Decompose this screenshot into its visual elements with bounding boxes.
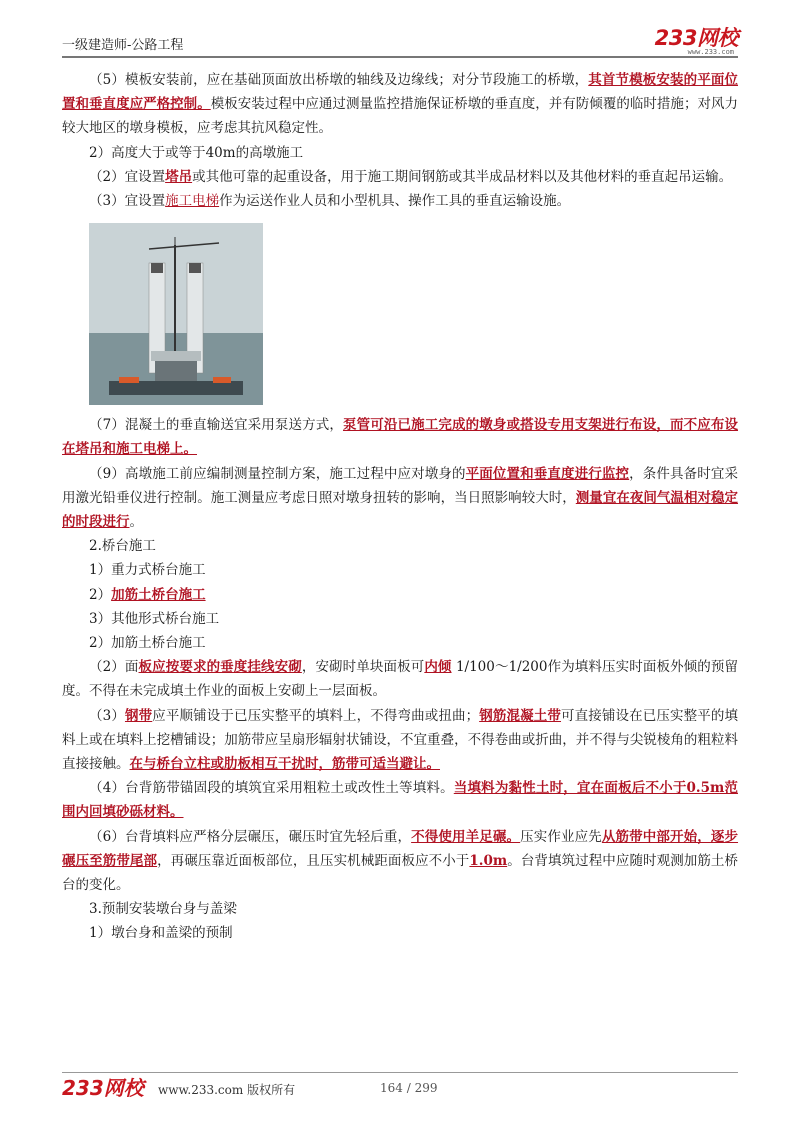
brand-logo[interactable]: 233网校 bbox=[654, 26, 738, 50]
text-run: 可直接铺设在已压实整平的填料上或在填料上挖槽铺设；加筋带应呈扇形辐射状铺设，不宜重叠，不得卷曲或折曲，并不得与尖锐棱角的粗粒料直接接触。 bbox=[62, 707, 739, 773]
text-run: 3.预制安装墩台身与盖梁 bbox=[89, 901, 237, 918]
text-run: 或其他可靠的起重设备，用于施工期间钢筋或其半成品材料以及其他材料的垂直起吊运输。 bbox=[192, 168, 733, 185]
highlighted-text: 不得使用羊足碾。 bbox=[411, 828, 521, 845]
paragraph bbox=[62, 704, 738, 777]
text-run: 2）高度大于或等于40m的高墩施工 bbox=[89, 144, 304, 161]
highlighted-text: 钢筋混凝土带 bbox=[479, 707, 562, 724]
text-run: 2）加筋土桥台施工 bbox=[89, 635, 206, 652]
paragraph bbox=[62, 413, 738, 461]
highlighted-text: 测量宜在夜间气温相对稳定的时段进行 bbox=[62, 489, 739, 531]
text-run: （5）模板安装前，应在基础顶面放出桥墩的轴线及边缘线；对分节段施工的桥墩， bbox=[89, 72, 589, 88]
text-run: 1）墩台身和盖梁的预制 bbox=[89, 925, 233, 942]
text-run: （2）宜设置 bbox=[89, 168, 166, 185]
highlighted-text: 泵管可沿已施工完成的墩身或搭设专用支架进行布设，而不应布设在塔吊和施工电梯上。 bbox=[62, 417, 739, 458]
footer-brand-logo[interactable]: 233网校 bbox=[62, 1076, 144, 1100]
text-run: ，安砌时单块面板可 bbox=[301, 659, 425, 676]
text-run: 作为运送作业人员和小型机具、操作工具的垂直运输设施。 bbox=[219, 193, 571, 210]
text-run: 模板安装过程中应通过测量监控措施保证桥墩的垂直度，并有防倾覆的临时措施；对风力较大地区的墩身模板，应考虑其抗风稳定性。 bbox=[62, 96, 739, 137]
text-run: 应平顺铺设于已压实整平的填料上，不得弯曲或扭曲； bbox=[152, 707, 480, 724]
document-body bbox=[62, 68, 738, 946]
paragraph bbox=[62, 921, 738, 945]
text-run: 2.桥台施工 bbox=[89, 538, 156, 555]
paragraph bbox=[62, 583, 738, 607]
footer-divider bbox=[62, 1072, 738, 1073]
text-run: ，再碾压靠近面板部位，且压实机械距面板应不小于 bbox=[157, 852, 470, 869]
paragraph bbox=[62, 558, 738, 582]
text-run: 1）重力式桥台施工 bbox=[89, 562, 206, 579]
paragraph bbox=[62, 897, 738, 921]
text-run: （2）面 bbox=[89, 659, 139, 676]
highlighted-text: 1.0m bbox=[469, 852, 508, 869]
text-run: ，条件具备时宜采用激光铅垂仪进行控制。施工测量应考虑日照对墩身扭转的影响，当日照影响较大时， bbox=[62, 465, 739, 506]
highlighted-text: 在与桥台立柱或肋板相互干扰时，筋带可适当避让。 bbox=[129, 756, 440, 773]
text-run: 压实作业应先 bbox=[520, 828, 602, 845]
highlighted-text: 塔吊 bbox=[165, 168, 193, 185]
paragraph bbox=[62, 68, 738, 141]
paragraph bbox=[62, 189, 738, 213]
highlighted-text: 施工电梯 bbox=[165, 193, 220, 210]
text-run: 3）其他形式桥台施工 bbox=[89, 610, 220, 627]
highlighted-text: 从筋带中部开始，逐步碾压至筋带尾部 bbox=[62, 828, 739, 869]
paragraph bbox=[62, 462, 738, 535]
text-run: （7）混凝土的垂直输送宜采用泵送方式， bbox=[89, 417, 343, 434]
paragraph bbox=[62, 141, 738, 165]
highlighted-text: 其首节模板安装的平面位置和垂直度应严格控制。 bbox=[62, 72, 739, 113]
footer-copyright: www.233.com 版权所有 bbox=[158, 1083, 296, 1097]
header-divider bbox=[62, 56, 738, 58]
highlighted-text: 内倾 bbox=[424, 659, 452, 676]
paragraph bbox=[62, 655, 738, 703]
paragraph bbox=[62, 607, 738, 631]
header-title: 一级建造师-公路工程 bbox=[62, 38, 184, 53]
text-run: （6）台背填料应严格分层碾压，碾压时宜先轻后重， bbox=[89, 828, 412, 845]
paragraph-group-top bbox=[62, 68, 738, 213]
brand-logo-url: www.233.com bbox=[687, 48, 734, 56]
paragraph bbox=[62, 534, 738, 558]
text-run: 2） bbox=[89, 586, 112, 603]
bridge-tower-construction-photo bbox=[89, 223, 263, 405]
text-run: （3） bbox=[89, 707, 125, 724]
paragraph bbox=[62, 165, 738, 189]
highlighted-text: 平面位置和垂直度进行监控 bbox=[465, 465, 630, 482]
paragraph-group-bottom bbox=[62, 413, 738, 945]
page-header bbox=[62, 28, 738, 56]
highlighted-text: 板应按要求的垂度挂线安砌 bbox=[138, 659, 302, 676]
text-run: 。台背填筑过程中应随时观测加筋土桥台的变化。 bbox=[62, 852, 739, 894]
text-run: （9）高墩施工前应编制测量控制方案，施工过程中应对墩身的 bbox=[89, 465, 466, 482]
highlighted-text: 钢带 bbox=[124, 707, 153, 724]
highlighted-text: 当填料为黏性土时，宜在面板后不小于0.5m范围内回填砂砾材料。 bbox=[62, 780, 738, 821]
text-run: 。 bbox=[129, 514, 143, 531]
text-run: 1/100～1/200作为填料压实时面板外倾的预留度。不得在未完成填土作业的面板上安砌上一层面板。 bbox=[62, 659, 739, 700]
highlighted-text: 加筋土桥台施工 bbox=[111, 586, 206, 603]
paragraph bbox=[62, 631, 738, 655]
page-number: 164 / 299 bbox=[380, 1081, 438, 1095]
paragraph bbox=[62, 825, 738, 898]
text-run: （4）台背筋带锚固段的填筑宜采用粗粒土或改性土等填料。 bbox=[89, 780, 454, 797]
text-run: （3）宜设置 bbox=[89, 193, 166, 210]
paragraph bbox=[62, 776, 738, 824]
page-footer bbox=[62, 1077, 738, 1101]
